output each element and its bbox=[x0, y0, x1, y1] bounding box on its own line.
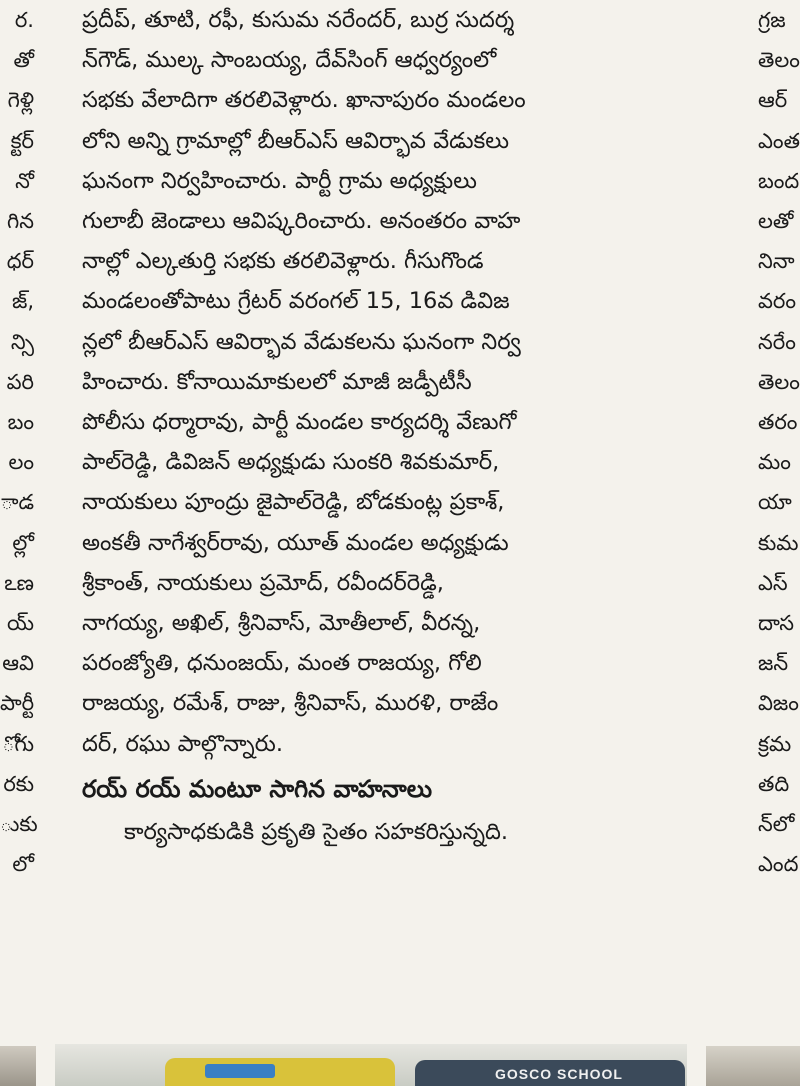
left-line: రకు bbox=[3, 771, 34, 796]
right-line: నరేం bbox=[758, 329, 796, 354]
article-line: ఘనంగా నిర్వహించారు. పార్టీ గ్రామ అధ్యక్షులు bbox=[82, 167, 477, 194]
left-column-text bbox=[0, 0, 38, 1040]
left-line: పరి bbox=[6, 369, 34, 394]
left-line: పార్టీ bbox=[0, 691, 35, 716]
left-line: లో bbox=[12, 852, 34, 877]
right-line: నినా bbox=[758, 249, 795, 274]
right-line: గ్రజ bbox=[758, 8, 786, 32]
article-line: పరంజ్యోతి, ధనుంజయ్, మంత రాజయ్య, గోలి bbox=[82, 650, 482, 677]
section-heading: రయ్ రయ్ మంటూ సాగిన వాహనాలు bbox=[82, 774, 433, 803]
article-line: శ్రీకాంత్, నాయకులు ప్రమోద్, రవీందర్‌రెడ్డి, bbox=[82, 569, 444, 596]
left-line: లం bbox=[8, 450, 34, 475]
article-line: నాల్లో ఎల్కతుర్తి సభకు తరలివెళ్లారు. గీసుగొండ bbox=[82, 248, 484, 275]
left-line: నో bbox=[15, 168, 34, 193]
photo-right bbox=[706, 1046, 800, 1086]
right-line: ఎంద bbox=[758, 852, 799, 877]
right-line: క్రమ bbox=[758, 731, 792, 756]
right-line: తెలం bbox=[758, 48, 800, 73]
article-line: రాజయ్య, రమేశ్, రాజు, శ్రీనివాస్, మురళి, రాజేం bbox=[82, 690, 499, 717]
yellow-bus bbox=[165, 1058, 395, 1086]
right-column-text bbox=[752, 0, 800, 1040]
left-line: ుకు bbox=[0, 812, 38, 837]
right-line: న్‌లో bbox=[758, 812, 795, 837]
photo-left bbox=[0, 1046, 36, 1086]
right-line: కుమ bbox=[758, 530, 799, 555]
left-line: బం bbox=[7, 410, 34, 435]
right-line: తెలం bbox=[758, 369, 800, 394]
article-line: న్‌గౌడ్, ముల్క సాంబయ్య, దేవ్‌సింగ్ ఆధ్వర్యంలో bbox=[82, 47, 497, 74]
left-line: జ్, bbox=[11, 289, 34, 314]
left-line: య్ bbox=[6, 611, 34, 636]
left-line: ఆవి bbox=[2, 651, 34, 676]
bus-badge bbox=[205, 1064, 275, 1078]
left-line: ాడ bbox=[0, 490, 34, 515]
right-line: మం bbox=[758, 450, 791, 475]
article-line: దర్, రఘు పాల్గొన్నారు. bbox=[82, 730, 283, 757]
article-line: అంకతీ నాగేశ్వర్‌రావు, యూత్ మండల అధ్యక్షుడు bbox=[82, 529, 509, 556]
left-line: ర. bbox=[14, 8, 34, 32]
right-line: ఆర్ bbox=[758, 88, 788, 113]
right-line: జన్ bbox=[758, 651, 789, 676]
bus-label: GOSCO SCHOOL bbox=[495, 1066, 623, 1082]
left-line: గెళ్లి bbox=[7, 88, 34, 113]
left-line: న్సి bbox=[10, 329, 34, 354]
article-line: హించారు. కోనాయిమాకులలో మాజీ జడ్పీటీసీ bbox=[82, 368, 472, 395]
article-line: న్లలో బీఆర్ఎస్ ఆవిర్భావ వేడుకలను ఘనంగా నిర్వ bbox=[82, 328, 521, 355]
right-line: విజం bbox=[758, 691, 799, 716]
article-line: పాల్‌రెడ్డి, డివిజన్ అధ్యక్షుడు సుంకరి శివకుమార్, bbox=[82, 449, 500, 476]
left-line: ల్లో bbox=[12, 530, 34, 555]
article-line: గులాబీ జెండాలు ఆవిష్కరించారు. అనంతరం వాహ bbox=[82, 208, 521, 235]
bus-photo bbox=[55, 1044, 687, 1086]
left-line: తో bbox=[13, 48, 34, 73]
article-line: ప్రదీప్, తూటి, రఫీ, కుసుమ నరేందర్, బుర్ర సుదర్శ bbox=[82, 7, 515, 33]
article-line: నాగయ్య, అఖిల్, శ్రీనివాస్, మోతీలాల్, వీరన్న, bbox=[82, 610, 481, 637]
right-line: ఎంత bbox=[758, 128, 800, 153]
left-line: ఽణ bbox=[4, 570, 34, 595]
right-line: బంద bbox=[758, 168, 800, 193]
article-column bbox=[82, 0, 722, 852]
article-line: కార్యసాధకుడికి ప్రకృతి సైతం సహకరిస్తున్నది. bbox=[124, 818, 509, 845]
right-line: లతో bbox=[758, 209, 794, 234]
article-line: నాయకులు పూంద్రు జైపాల్‌రెడ్డి, బోడకుంట్ల ప్రకాశ్, bbox=[82, 489, 505, 516]
article-line: సభకు వేలాదిగా తరలివెళ్లారు. ఖానాపురం మండలం bbox=[82, 87, 526, 114]
right-line: యా bbox=[758, 490, 792, 515]
right-line: ఎస్ bbox=[758, 570, 788, 595]
left-line: ోగు bbox=[2, 731, 34, 756]
right-line: తరం bbox=[758, 410, 798, 435]
left-line: గిన bbox=[7, 209, 34, 234]
left-line: ధర్ bbox=[6, 249, 34, 274]
article-line: లోని అన్ని గ్రామాల్లో బీఆర్ఎస్ ఆవిర్భావ వేడుకలు bbox=[82, 127, 509, 154]
right-line: దాస bbox=[758, 611, 794, 636]
left-line: క్టర్ bbox=[10, 128, 34, 153]
photo-strip bbox=[0, 1042, 800, 1086]
article-line: పోలీసు ధర్మారావు, పార్టీ మండల కార్యదర్శి వేణుగో bbox=[82, 409, 517, 436]
right-line: తది bbox=[758, 771, 790, 796]
right-line: వరం bbox=[758, 289, 797, 314]
article-line: మండలంతోపాటు గ్రేటర్ వరంగల్ 15, 16వ డివిజ bbox=[82, 288, 510, 315]
